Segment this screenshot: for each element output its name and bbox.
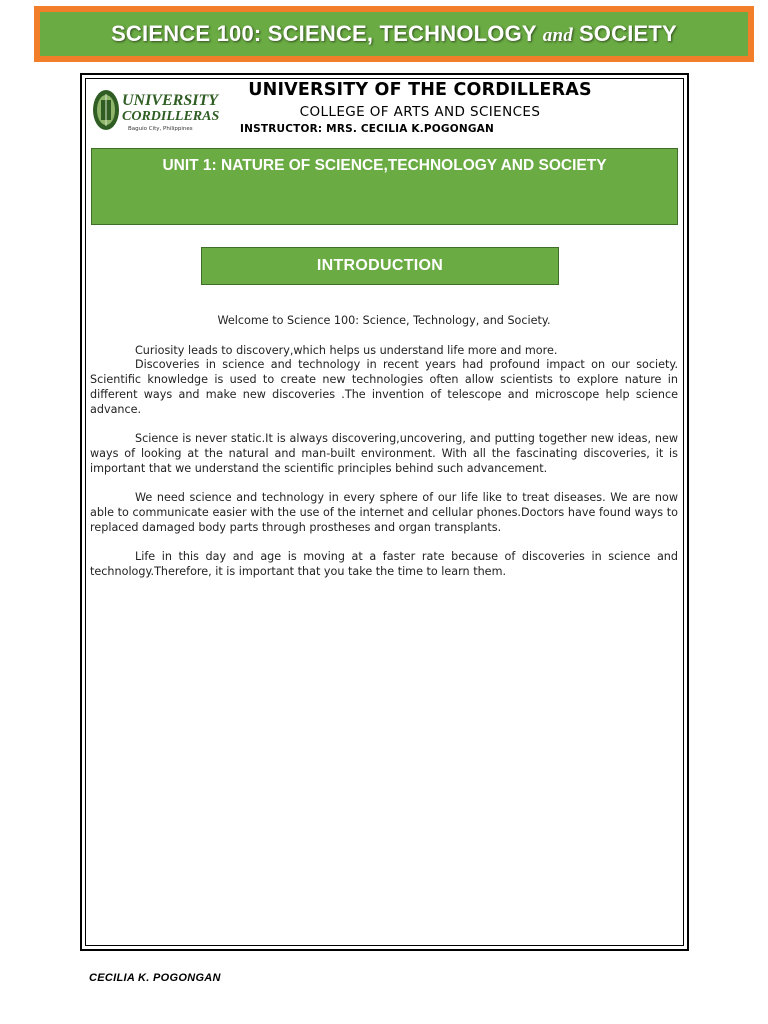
- introduction-body: [90, 314, 678, 595]
- paragraph-3: We need science and technology in every sphere of our life like to treat diseases. We are now able to communicate easier with the use of the internet and cellular phones.Doctors have found ways to replaced damaged body parts through prostheses and organ transplants.: [90, 491, 678, 534]
- unit-header: [91, 148, 678, 225]
- paragraph-1-rest: Discoveries in science and technology in recent years had profound impact on our society. Scientific knowledge is used to create new technologies often allow scientists to explore nature in different ways and make new discoveries .The invention of telescope and microscope help science advance.: [90, 358, 678, 416]
- course-title-suffix: SOCIETY: [578, 21, 677, 46]
- paragraph-4: Life in this day and age is moving at a faster rate because of discoveries in science and technology.Therefore, it is important that you take the time to learn them.: [90, 550, 678, 579]
- paragraph-1: [90, 344, 678, 418]
- welcome-text: Welcome to Science 100: Science, Technology, and Society.: [217, 314, 551, 327]
- paragraph-1-line1: Curiosity leads to discovery,which helps us understand life more and more.: [135, 343, 558, 357]
- instructor-line: INSTRUCTOR: MRS. CECILIA K.POGONGAN: [240, 123, 494, 135]
- course-title-and: and: [542, 25, 573, 46]
- course-banner-inner: [40, 12, 748, 56]
- logo-location: Baguio City, Philippines: [128, 126, 193, 132]
- section-header: [201, 247, 559, 285]
- paragraph-2: Science is never static.It is always discovering,uncovering, and putting together new ideas, new ways of looking at the natural and man-built environment. With all the fascinating discoveries, it is important that we understand the scientific principles behind such advancement.: [90, 432, 678, 475]
- course-title: [111, 21, 677, 47]
- footer-author: CECILIA K. POGONGAN: [89, 972, 221, 984]
- logo-line2: CORDILLERAS: [122, 109, 220, 124]
- unit-title: UNIT 1: NATURE OF SCIENCE,TECHNOLOGY AND SOCIETY: [162, 157, 607, 174]
- course-title-prefix: SCIENCE 100: SCIENCE, TECHNOLOGY: [111, 21, 537, 46]
- university-name: UNIVERSITY OF THE CORDILLERAS: [248, 80, 592, 100]
- course-banner: [34, 6, 754, 62]
- college-name: COLLEGE OF ARTS AND SCIENCES: [299, 104, 541, 120]
- seal-icon: [93, 90, 119, 130]
- section-title: INTRODUCTION: [316, 257, 444, 274]
- logo-line1: UNIVERSITY: [122, 92, 219, 109]
